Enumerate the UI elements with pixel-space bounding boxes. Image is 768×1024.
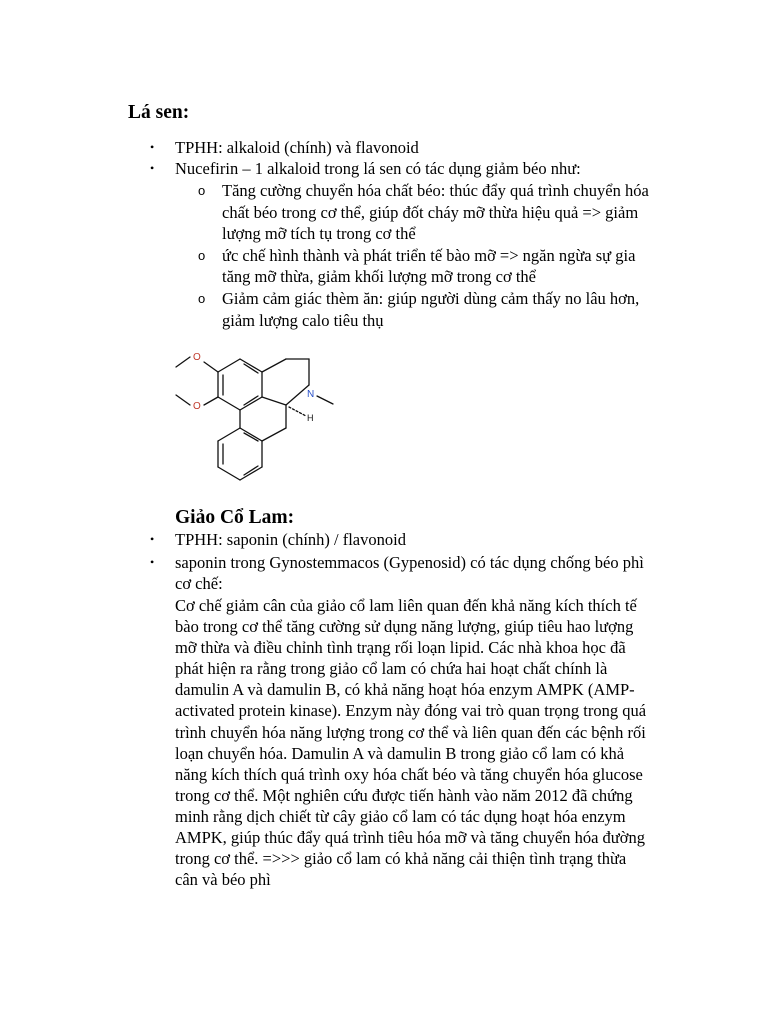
subitem-marker: o (198, 291, 206, 306)
subitem-line: lượng mỡ tích tụ trong cơ thể (222, 224, 416, 243)
nuciferine-structure-image (170, 343, 340, 483)
paragraph-line: minh rằng dịch chiết từ cây giảo cổ lam có tác dụng hoạt hóa enzym (175, 806, 626, 826)
subitem-line: tăng mỡ thừa, giảm khối lượng mỡ trong cơ thể (222, 267, 536, 286)
paragraph-line: activated protein kinase). Enzym này đóng vai trò quan trọng trong quá (175, 701, 647, 721)
atom-label-n: N (307, 389, 315, 400)
subitem-line: chất béo trong cơ thể, giúp đốt cháy mỡ thừa hiệu quả => giảm (222, 203, 639, 222)
paragraph-line: trình chuyển hóa năng lượng trong cơ thể và liên quan đến các bệnh rối (175, 722, 646, 742)
paragraph-line: damulin A và damulin B, có khả năng hoạt hóa enzym AMPK (AMP- (175, 680, 635, 700)
atom-label-o2: O (193, 401, 201, 412)
atom-label-o1: O (193, 352, 201, 363)
paragraph-line: năng kích thích quá trình oxy hóa chất béo và tăng chuyển hóa glucose (175, 764, 643, 784)
bullet-marker: • (150, 161, 155, 175)
paragraph-line: Cơ chế giảm cân của giảo cổ lam liên quan đến khả năng kích thích tế (175, 596, 637, 615)
bullet-nucefirin: Nucefirin – 1 alkaloid trong lá sen có tác dụng giảm béo như: (175, 159, 581, 178)
subitem-marker: o (198, 183, 206, 198)
paragraph-line: phát hiện ra rằng trong giảo cổ lam có chứa hai hoạt chất chính là (175, 659, 608, 679)
section-heading-la-sen: Lá sen: (128, 102, 190, 123)
bullet-marker: • (150, 532, 155, 546)
subitem-line: Giảm cảm giác thèm ăn: giúp người dùng cảm thấy no lâu hơn, (222, 289, 640, 308)
section-heading-giao-co-lam: Giảo Cổ Lam: (175, 507, 295, 528)
paragraph-line: cân và béo phì (175, 870, 271, 890)
bullet-tphh-giao-co-lam: TPHH: saponin (chính) / flavonoid (175, 530, 406, 549)
paragraph-line: loạn chuyển hóa. Damulin A và damulin B trong giảo cổ lam có khả (175, 743, 625, 763)
subitem-line: Tăng cường chuyển hóa chất béo: thúc đẩy quá trình chuyển hóa (222, 181, 649, 200)
bullet-saponin-continuation: cơ chế: (175, 574, 223, 593)
paragraph-line: trong cơ thể. Một nghiên cứu được tiến hành vào năm 2012 đã chứng (175, 785, 633, 805)
atom-label-h: H (307, 413, 314, 423)
mechanism-paragraph (175, 595, 705, 890)
subitem-line: giảm lượng calo tiêu thụ (222, 311, 384, 330)
paragraph-line: mỡ thừa và điều chỉnh tình trạng rối loạn lipid. Các nhà khoa học đã (175, 638, 626, 658)
bullet-saponin: saponin trong Gynostemmacos (Gypenosid) có tác dụng chống béo phì (175, 553, 644, 572)
bullet-tphh-la-sen: TPHH: alkaloid (chính) và flavonoid (175, 138, 419, 157)
paragraph-line: AMPK, giúp thúc đẩy quá trình tiêu hóa mỡ và tăng chuyển hóa đường (175, 828, 645, 848)
bullet-marker: • (150, 140, 155, 154)
subitem-marker: o (198, 248, 206, 263)
bullet-marker: • (150, 555, 155, 569)
paragraph-line: bào trong cơ thể tăng cường sử dụng năng lượng, giúp tiêu hao lượng (175, 617, 634, 637)
subitem-line: ức chế hình thành và phát triển tế bào mỡ => ngăn ngừa sự gia (222, 246, 636, 265)
paragraph-line: trong cơ thể. =>>> giảo cổ lam có khả năng cải thiện tình trạng thừa (175, 849, 627, 869)
